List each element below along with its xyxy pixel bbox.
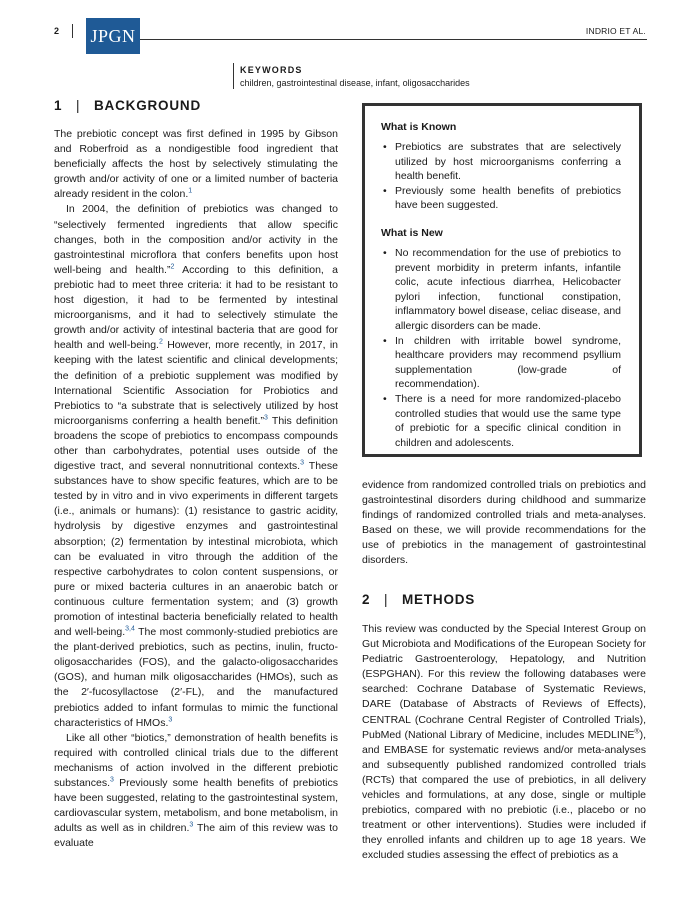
key-points-box bbox=[362, 103, 642, 457]
methods-text bbox=[362, 622, 646, 864]
reference-link[interactable]: 3 bbox=[110, 776, 114, 784]
list-item: • No recommendation for the use of prebiotics to prevent morbidity in preterm infants, infantile colic, acute infectious diarrhea, Helicobacter pylori infection, functional constipation, inflammatory bowel disease, celiac disease, and allergic disorders can be made. bbox=[381, 246, 621, 334]
section-heading-methods bbox=[362, 592, 475, 607]
section-title: METHODS bbox=[402, 592, 476, 607]
left-column bbox=[54, 127, 338, 852]
registered-mark: ® bbox=[634, 728, 640, 736]
what-is-new-title: What is New bbox=[381, 226, 443, 239]
keywords-text: children, gastrointestinal disease, infant, oligosaccharides bbox=[240, 78, 470, 88]
reference-link[interactable]: 1 bbox=[188, 187, 193, 195]
section-separator: | bbox=[384, 592, 389, 607]
paragraph: In 2004, the definition of prebiotics was changed to “selectively fermented ingredients that allow specific changes, both in the composition and/or activity in the gastrointestinal microflora that confers benefits upon host well-being and health.”$^2$ According to this definition, a prebiotic had to meet three criteria: it had to be resistant to host digestion, it had to be fermented by intestinal microorganisms, and it had to selectively stimulate the growth and/or activity of intestinal bacteria that are good for health and well-being.$^2$ However, more recently, in 2017, in keeping with the latest scientific and clinical developments; the definition of a prebiotic supplement was modified by International Scientific Association for Probiotics and Prebiotics to “a substrate that is selectively utilized by host microorganisms conferring a health benefit.”$^3$ This definition broadens the scope of prebiotics to encompass compounds other than carbohydrates, potential uses outside of the digestive tract, and several nonnutritional contexts.$^3$ These substances have to show specific features, which are to be tested by in vitro and in vivo experiments in different targets (i.e., animals or humans): (1) resistance to gastric acidity, hydrolysis by digestive enzymes and gastrointestinal absorption; (2) fermentation by intestinal microbiota, which can be evaluated in vitro through the addition of the respective carbohydrates to colon content suspensions, or pure or mixed bacteria cultures in an anaerobic batch or continuous culture fermentation system; and (3) growth promotion of intestinal bacteria beneficially related to health and well-being.$^{3,4}$ The most commonly-studied prebiotics are the plant-derived prebiotics, such as pectins, inulin, fructo-oligosaccharides (FOS), and the galacto-oligosaccharides (GOS), and human milk oligosaccharides (HMOs), such as the 2′-fucosyllactose (2′-FL), and the manufactured prebiotics added to infant formulas to mimic the functional characteristics of HMOs.$^3$ bbox=[54, 203, 339, 729]
known-list bbox=[381, 140, 621, 213]
section-number: 2 bbox=[362, 592, 371, 607]
section-number: 1 bbox=[54, 98, 63, 113]
section-separator: | bbox=[76, 98, 81, 113]
journal-logo: JPGN bbox=[86, 18, 140, 54]
list-item: • There is a need for more randomized-placebo controlled studies that would use the same type of prebiotic for a specific clinical condition in children and adolescents. bbox=[381, 392, 621, 450]
reference-link[interactable]: 2 bbox=[158, 338, 163, 346]
section-title: BACKGROUND bbox=[94, 98, 201, 113]
reference-link[interactable]: 3 bbox=[264, 414, 268, 422]
keywords-title: KEYWORDS bbox=[240, 65, 303, 75]
new-list bbox=[381, 246, 621, 450]
paragraph: evidence from randomized controlled trials on prebiotics and gastrointestinal disorders during childhood and summarize findings of randomized controlled trials and meta-analyses. Based on these, we will provide recommendations for the use of prebiotics in the management of gastrointestinal disorders. bbox=[362, 479, 646, 567]
reference-link[interactable]: 3 bbox=[168, 716, 173, 724]
header-divider bbox=[72, 24, 73, 38]
reference-link[interactable]: 3 bbox=[300, 459, 305, 467]
list-item: • Prebiotics are substrates that are selectively utilized by host microorganisms conferring a health benefit. bbox=[381, 140, 621, 184]
reference-link[interactable]: 2 bbox=[170, 263, 175, 271]
reference-link[interactable]: 3,4 bbox=[125, 625, 135, 633]
paragraph: Like all other “biotics,” demonstration of health benefits is required with controlled clinical trials due to the different mechanisms of action involved in the different prebiotic substances.$^3$ Previously some health benefits of prebiotics have been suggested, relating to the gastrointestinal system, cardiovascular system, metabolism, and bone metabolism, in adults as well as in children.$^3$ The aim of this review was to evaluate bbox=[54, 731, 338, 850]
what-is-known-title: What is Known bbox=[381, 121, 457, 133]
list-item: • In children with irritable bowel syndrome, healthcare providers may recommend psyllium supplementation (low-grade of recommendation). bbox=[381, 334, 621, 392]
paragraph: This review was conducted by the Special Interest Group on Gut Microbiota and Modifications of the European Society for Pediatric Gastroenterology, Hepatology, and Nutrition (ESPGHAN). For this review the following databases were searched: Cochrane Database of Systematic Reviews, DARE (Database of Abstracts of Reviews of Effects), CENTRAL (Cochrane Central Register of Controlled Trials), PubMed (National Library of Medicine, includes MEDLINE®), and EMBASE for systematic reviews and/or meta-analyses and subsequently published randomized controlled trials (RCTs) that compared the use of prebiotics, in all delivery vehicles and formulations, at any dose, single or multiple prebiotics, compared with no prebiotic (i.e., placebo or no treatment or other interventions). Studies were included if they enrolled infants and children up to age 18 years. We excluded studies assessing the effect of prebiotics as a bbox=[362, 623, 646, 862]
right-column-intro bbox=[362, 478, 646, 569]
header-rule bbox=[140, 39, 647, 40]
list-item: • Previously some health benefits of prebiotics have been suggested. bbox=[381, 184, 621, 213]
running-head: INDRIO ET AL. bbox=[585, 26, 646, 36]
reference-link[interactable]: 3 bbox=[189, 821, 194, 829]
page-number: 2 bbox=[54, 26, 60, 36]
section-heading-background bbox=[54, 98, 201, 113]
keywords-bar bbox=[233, 63, 234, 89]
paragraph: The prebiotic concept was first defined in 1995 by Gibson and Roberfroid as a nondigestible food ingredient that beneficially affects the host by selectively stimulating the growth and/or activity of one or a limited number of bacteria already resident in the colon.$^1$ bbox=[54, 128, 338, 201]
